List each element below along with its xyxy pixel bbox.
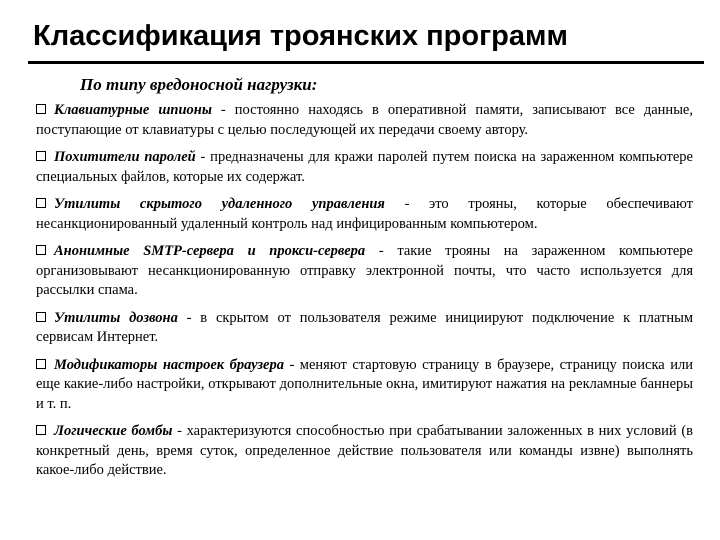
- item-description: - предназначены для кражи паролей путем поиска на зараженном компьютере специальных файлов, которые их содержат.: [36, 149, 693, 185]
- slide-title: Классификация троянских программ: [33, 20, 568, 52]
- list-item: [36, 422, 693, 481]
- item-term: Утилиты дозвона: [54, 309, 178, 326]
- item-description: - постоянно находясь в оперативной памяти, записывают все данные, поступающие от клавиатуры с целью последующей их передачи своему автору.: [36, 102, 693, 138]
- item-term: Утилиты скрытого удаленного управления: [54, 196, 385, 212]
- item-term: Похитители паролей: [54, 149, 196, 165]
- item-term: Анонимные SMTP-сервера и прокси-сервера: [54, 243, 366, 259]
- square-bullet-icon: [36, 359, 46, 369]
- square-bullet-icon: [36, 312, 46, 322]
- square-bullet-icon: [36, 151, 46, 161]
- trojan-types-list: [36, 101, 693, 489]
- item-description: - меняют стартовую страницу в браузере, страницу поиска или еще какие-либо настройки, открывают дополнительные окна, имитируют нажатия на рекламные баннеры и т. п.: [36, 356, 693, 412]
- item-description: - в скрытом от пользователя режиме инициируют подключение к платным сервисам Интернет.: [36, 309, 693, 345]
- square-bullet-icon: [36, 104, 46, 114]
- item-term: Логические бомбы: [54, 423, 173, 439]
- section-subtitle: По типу вредоносной нагрузки:: [80, 75, 318, 94]
- list-item: [36, 356, 693, 415]
- list-item: [36, 101, 693, 140]
- title-divider: [28, 61, 704, 64]
- list-item: [36, 195, 693, 234]
- square-bullet-icon: [36, 198, 46, 208]
- item-term: Модификаторы настроек браузера: [54, 356, 284, 373]
- item-description: - это трояны, которые обеспечивают несанкционированный удаленный контроль над инфицированным компьютером.: [36, 196, 694, 232]
- list-item: [36, 242, 693, 301]
- list-item: [36, 309, 693, 348]
- square-bullet-icon: [36, 425, 46, 435]
- item-term: Клавиатурные шпионы: [54, 102, 212, 118]
- item-description: - такие трояны на зараженном компьютере организовывают несанкционированную отправку электронной почты, что часто используется для рассылки спама.: [36, 243, 693, 298]
- square-bullet-icon: [36, 245, 46, 255]
- list-item: [36, 148, 693, 187]
- item-description: - характеризуются способностью при срабатывании заложенных в них условий (в конкретный день, время суток, определенное действие пользователя или команды извне) выполнять какое-либо действие.: [36, 423, 693, 478]
